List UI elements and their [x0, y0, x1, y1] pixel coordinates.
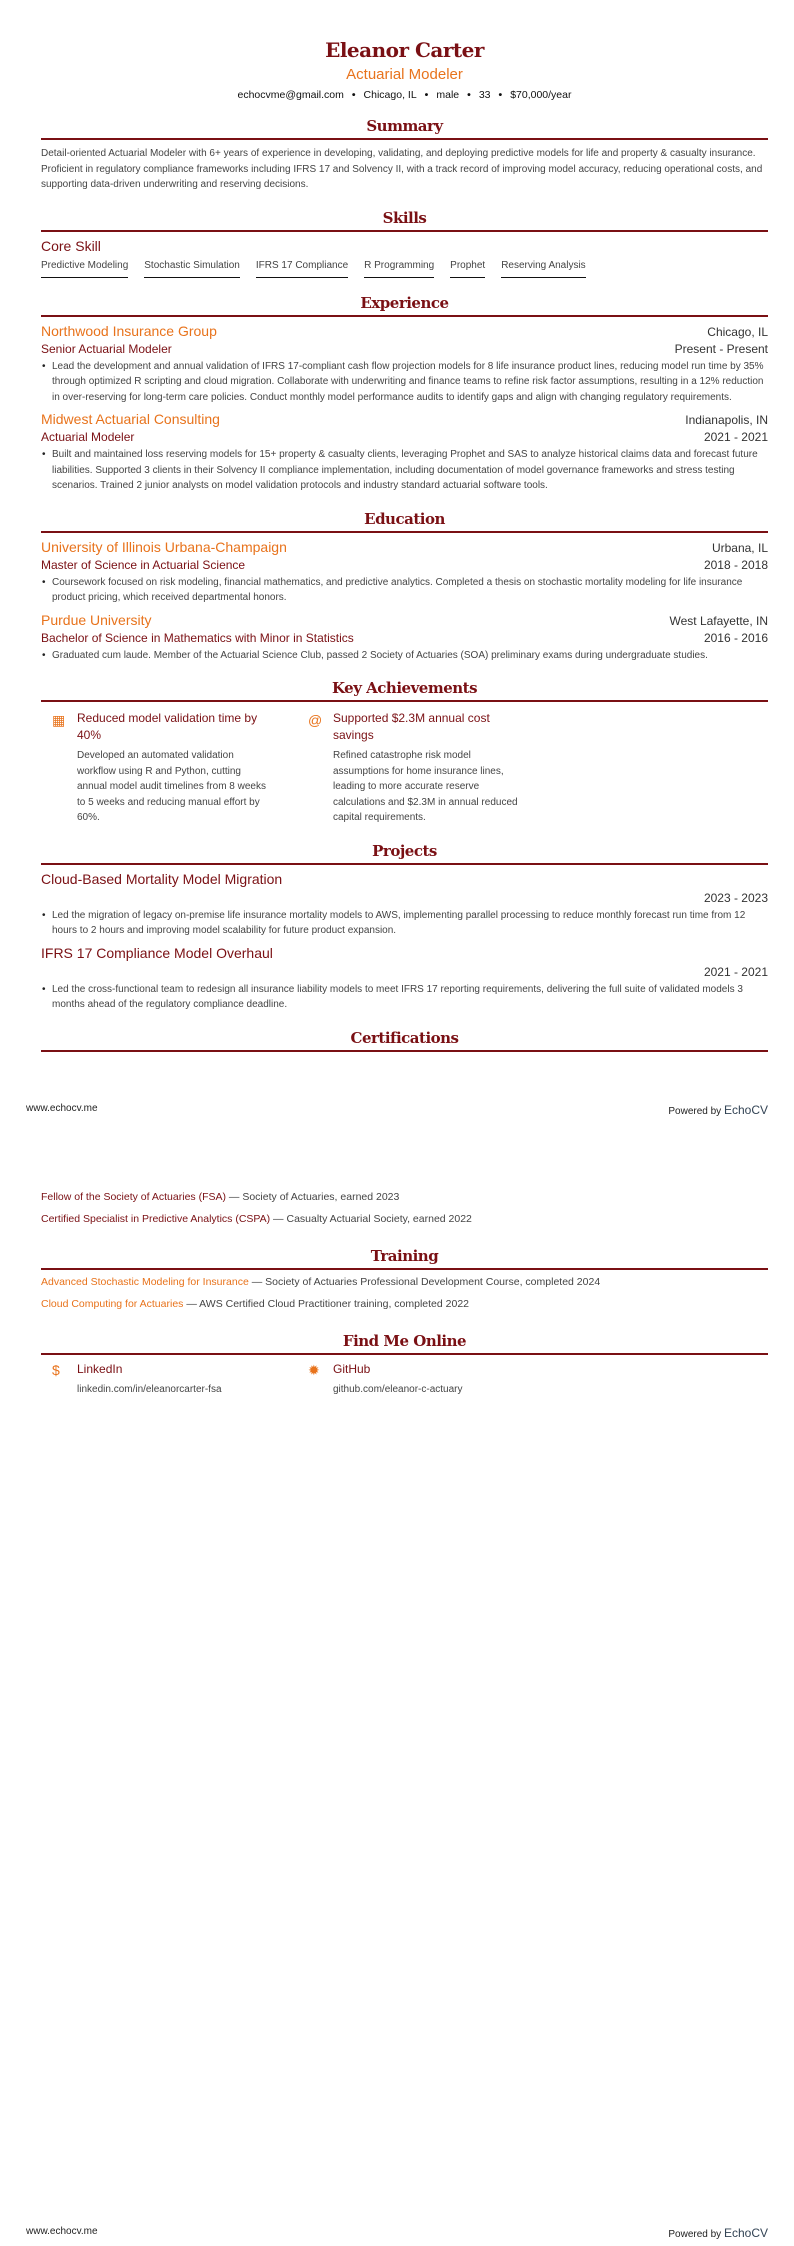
date-range: 2016 - 2016 [703, 630, 768, 645]
section-heading: Education [41, 510, 768, 533]
achievement-body [333, 710, 533, 826]
project-entry [41, 871, 768, 939]
location: Urbana, IL [711, 540, 768, 555]
project-entry [41, 945, 768, 1013]
footer-site-link[interactable]: www.echocv.me [26, 2226, 98, 2237]
bullet-list [41, 447, 768, 494]
powered-by-text: Powered by [668, 2229, 722, 2240]
bug-icon: ✹ [308, 1362, 320, 1378]
training-detail: AWS Certified Cloud Practitioner training, completed 2022 [199, 1298, 469, 1310]
profile-body [77, 1362, 222, 1395]
page-footer [26, 2226, 768, 2240]
organization-name: Northwood Insurance Group [41, 322, 217, 339]
contact-item: male [436, 89, 460, 101]
achievement-title: Supported $2.3M annual cost savings [333, 711, 490, 742]
date-range: 2021 - 2021 [703, 430, 768, 444]
contact-line [41, 89, 768, 101]
profile-label[interactable]: LinkedIn [77, 1362, 123, 1376]
skill-tag: IFRS 17 Compliance [256, 260, 348, 278]
certifications-item [41, 1191, 768, 1203]
contact-item[interactable]: echocvme@gmail.com [237, 89, 344, 101]
achievement-body [77, 710, 277, 826]
organization-name: Purdue University [41, 611, 152, 628]
summary-text: Detail-oriented Actuarial Modeler with 6+ years of experience in developing, validating, and deploying predictive models for life and property & casualty insurance. Proficient in regulatory compliance frameworks including IFRS 17 and Solvency II, with a track record of improving model accuracy, reducing operational costs, and supporting data-driven underwriting and reserving decisions. [41, 148, 763, 190]
section-heading: Summary [41, 117, 768, 140]
em-dash: — [183, 1298, 200, 1310]
achievement-description: Developed an automated validation workflow using R and Python, cutting annual model audit timelines from 8 weeks to 5 weeks and reducing manual effort by 60%. [77, 750, 266, 823]
entry-title: Senior Actuarial Modeler [41, 341, 172, 356]
online-profile[interactable] [308, 1362, 553, 1395]
bullet-item: • Led the migration of legacy on-premise life insurance mortality models to AWS, implementing parallel processing to reduce monthly forecast run time from 12 hours to 2 hours and improving model scalability for future product expansion. [52, 908, 768, 939]
bullet-item: • Coursework focused on risk modeling, financial mathematics, and predictive analytics. Completed a thesis on stochastic mortality modeling for life insurance product pricing, which received departmental honors. [52, 575, 768, 606]
bullet-item: • Built and maintained loss reserving models for 15+ property & casualty clients, leveraging Prophet and SAS to analyze historical claims data and forecast future liabilities. Supported 3 clients in their Solvency II compliance implementation, including documentation of model governance frameworks and stress testing scenarios. Trained 2 junior analysts on model validation protocols and industry standard actuarial software tools. [52, 447, 768, 494]
skill-tag: Reserving Analysis [501, 260, 585, 278]
section-heading: Find Me Online [41, 1332, 768, 1355]
section-heading: Key Achievements [41, 679, 768, 702]
contact-item: Chicago, IL [363, 89, 417, 101]
achievement-description: Refined catastrophe risk model assumptions for home insurance lines, leading to more accurate reserve calculations and $2.3M in annual reduced capital requirements. [333, 750, 518, 823]
building-icon: ▦ [52, 712, 66, 728]
achievements-section [41, 679, 768, 826]
brand-logo: EchoCV [723, 2226, 768, 2240]
certifications-item [41, 1213, 768, 1225]
separator-dot: • [424, 89, 429, 101]
certifications-detail: Society of Actuaries, earned 2023 [242, 1191, 400, 1203]
project-title: Cloud-Based Mortality Model Migration [41, 870, 283, 887]
entry-subheader [41, 339, 768, 356]
training-section [41, 1247, 768, 1310]
footer-site-link[interactable]: www.echocv.me [26, 1103, 98, 1114]
experience-section [41, 294, 768, 494]
section-heading: Experience [41, 294, 768, 317]
skill-tag: Prophet [450, 260, 485, 278]
resume-header [41, 38, 768, 101]
resume-page-2 [0, 1123, 794, 2246]
training-detail: Society of Actuaries Professional Development Course, completed 2024 [265, 1276, 601, 1288]
training-item [41, 1276, 768, 1288]
entry-header [41, 411, 768, 427]
date-range: 2018 - 2018 [703, 557, 768, 572]
entry-title: Bachelor of Science in Mathematics with Minor in Statistics [41, 630, 354, 645]
brand-logo: EchoCV [723, 1103, 768, 1117]
section-heading: Certifications [41, 1029, 768, 1052]
separator-dot: • [467, 89, 471, 101]
project-title: IFRS 17 Compliance Model Overhaul [41, 944, 273, 961]
entry-title: Master of Science in Actuarial Science [41, 557, 246, 572]
entry-subheader [41, 555, 768, 572]
profile-url[interactable]: linkedin.com/in/eleanorcarter-fsa [77, 1384, 222, 1395]
page-footer [26, 1103, 768, 1117]
certifications-detail: Casualty Actuarial Society, earned 2022 [286, 1213, 472, 1225]
certification-list [41, 1191, 768, 1225]
certifications-name: Certified Specialist in Predictive Analytics (CSPA) [41, 1213, 271, 1225]
powered-by-text: Powered by [668, 1106, 722, 1117]
entry-header [41, 612, 768, 628]
profile-label[interactable]: GitHub [333, 1362, 371, 1376]
dollar-icon: $ [52, 1362, 60, 1378]
achievement-item [52, 710, 297, 826]
bullet-item: • Graduated cum laude. Member of the Actuarial Science Club, passed 2 Society of Actuaries (SOA) preliminary exams during undergraduate studies. [52, 648, 768, 664]
bullet-list [41, 648, 768, 664]
location: West Lafayette, IN [669, 613, 768, 628]
certifications-section [41, 1029, 768, 1052]
bullet-list [41, 908, 768, 939]
skill-list [41, 260, 768, 278]
skill-tag: R Programming [364, 260, 434, 278]
education-entry [41, 539, 768, 606]
bullet-list [41, 982, 768, 1013]
achievement-item [308, 710, 553, 826]
project-dates: 2021 - 2021 [703, 964, 768, 979]
entry-title: Actuarial Modeler [41, 430, 135, 444]
skill-group-title: Core Skill [41, 237, 101, 254]
online-section [41, 1332, 768, 1395]
bullet-item: • Led the cross-functional team to redesign all insurance liability models to meet IFRS 17 reporting requirements, delivering the full suite of validated models 3 months ahead of the regulatory compliance deadline. [52, 982, 768, 1013]
skills-section [41, 209, 768, 278]
certifications-name: Fellow of the Society of Actuaries (FSA) [41, 1191, 226, 1203]
section-heading: Projects [41, 842, 768, 865]
bullet-item: • Lead the development and annual validation of IFRS 17-compliant cash flow projection models for 8 life insurance product lines, reducing model run time by 35% through optimized R scripting and cloud migration. Collaborate with underwriting and finance teams to refine risk factor assumptions, resulting in a 12% reduction in over-reserving for long-term care policies. Conduct monthly model performance audits to identify gaps and align with changing regulatory requirements. [52, 359, 768, 406]
skill-tag: Stochastic Simulation [144, 260, 240, 278]
at-icon: @ [308, 712, 323, 728]
entry-subheader [41, 628, 768, 645]
contact-item: $70,000/year [510, 89, 572, 101]
projects-section [41, 842, 768, 1013]
contact-item: 33 [478, 89, 491, 101]
powered-by [668, 2226, 768, 2240]
location: Indianapolis, IN [685, 413, 768, 427]
em-dash: — [248, 1276, 266, 1288]
location: Chicago, IL [707, 324, 768, 339]
skill-tag: Predictive Modeling [41, 260, 128, 278]
separator-dot: • [351, 89, 356, 101]
education-section [41, 510, 768, 664]
summary-section [41, 117, 768, 193]
date-range: Present - Present [674, 341, 768, 356]
separator-dot: • [498, 89, 503, 101]
education-entry [41, 612, 768, 664]
project-dates: 2023 - 2023 [703, 890, 768, 905]
entry-subheader [41, 427, 768, 444]
candidate-role: Actuarial Modeler [346, 66, 463, 83]
candidate-name: Eleanor Carter [325, 38, 484, 62]
profile-url[interactable]: github.com/eleanor-c-actuary [333, 1384, 463, 1395]
powered-by [668, 1103, 768, 1117]
entry-header [41, 539, 768, 555]
achievement-title: Reduced model validation time by 40% [77, 711, 258, 742]
em-dash: — [226, 1191, 243, 1203]
training-name: Advanced Stochastic Modeling for Insurance [41, 1276, 249, 1288]
profile-body [333, 1362, 463, 1395]
organization-name: Midwest Actuarial Consulting [41, 411, 220, 427]
bullet-list [41, 575, 768, 606]
training-name: Cloud Computing for Actuaries [41, 1298, 184, 1310]
section-heading: Training [41, 1247, 768, 1270]
experience-entry [41, 411, 768, 494]
online-profile[interactable] [52, 1362, 297, 1395]
entry-header [41, 323, 768, 339]
organization-name: University of Illinois Urbana-Champaign [41, 538, 287, 555]
experience-entry [41, 323, 768, 406]
section-heading: Skills [41, 209, 768, 232]
bullet-list [41, 359, 768, 406]
training-item [41, 1298, 768, 1310]
em-dash: — [270, 1213, 287, 1225]
